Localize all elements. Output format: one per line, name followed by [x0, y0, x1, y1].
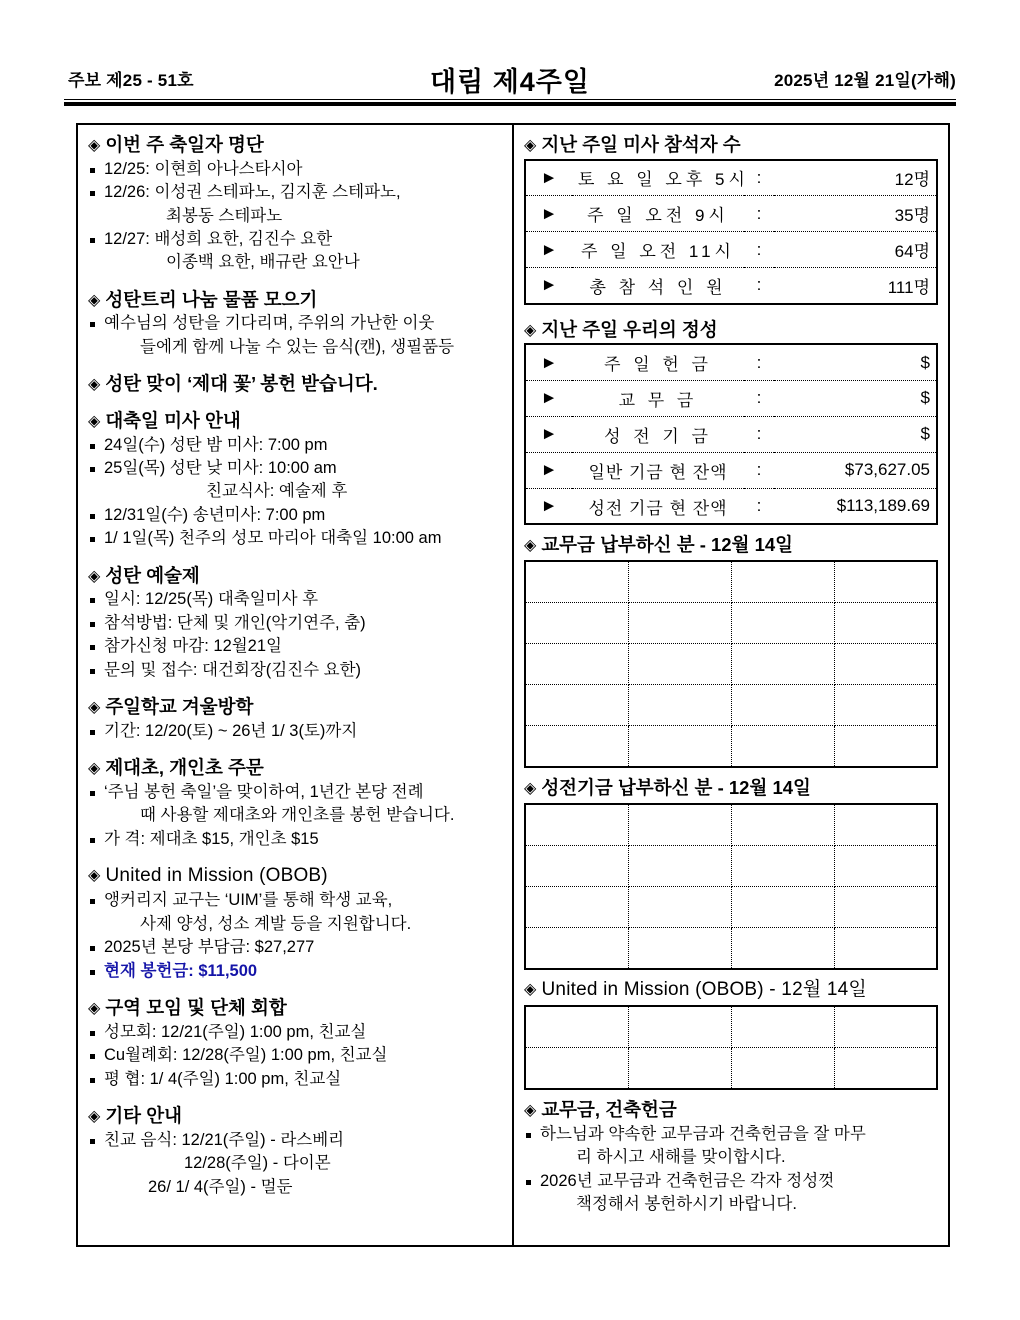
list-item-text: Cu월례회: 12/28(주일) 1:00 pm, 친교실 [104, 1046, 388, 1065]
section-building-fund-payers [524, 776, 938, 970]
section-title-text: 기타 안내 [105, 1105, 182, 1127]
list-item [88, 1176, 502, 1199]
section-spacer [88, 745, 502, 756]
section-item-list [88, 312, 502, 359]
row-label: 주 일 헌 금 [604, 355, 712, 375]
grid-cell[interactable] [731, 886, 834, 927]
list-item [88, 659, 502, 682]
page-title: 대림 제4주일 [430, 67, 590, 97]
list-item-text: 기간: 12/20(토) ~ 26년 1/ 3(토)까지 [104, 721, 358, 740]
row-value: 35명 [774, 196, 937, 232]
list-item [88, 936, 502, 959]
list-item-text: 24일(수) 성탄 밤 미사: 7:00 pm [104, 435, 328, 454]
diamond-bullet-icon: ◈ [524, 780, 537, 798]
section-spacer [88, 361, 502, 372]
section-title-text: 대축일 미사 안내 [105, 409, 241, 431]
grid-row [525, 1048, 937, 1090]
section-spacer [88, 277, 502, 288]
list-item [88, 457, 502, 480]
bulletin-number: 주보 제25 - 51호 [68, 71, 194, 90]
list-item-text: 문의 및 접수: 대건회장(김진수 요한) [104, 660, 362, 679]
list-item-text: 2026년 교무금과 건축헌금은 각자 정성껏 [540, 1171, 835, 1190]
row-marker-icon: ► [525, 488, 572, 524]
section-spacer [88, 398, 502, 409]
grid-cell[interactable] [525, 927, 628, 969]
grid-cell[interactable] [731, 804, 834, 846]
section-attendance [524, 133, 938, 305]
list-item-text: 현재 봉헌금: $11,500 [104, 961, 258, 980]
grid-cell[interactable] [525, 603, 628, 644]
list-item-text: 12/28(주일) - 다이몬 [184, 1154, 331, 1173]
list-item [88, 251, 502, 274]
section-item-list [88, 889, 502, 983]
grid-row [525, 644, 937, 685]
list-item-text: 하느님과 약속한 교무금과 건축헌금을 잘 마무 [540, 1124, 866, 1143]
diamond-bullet-icon: ◈ [524, 321, 537, 339]
row-label: 일반 기금 현 잔액 [572, 452, 744, 488]
grid-cell[interactable] [834, 1048, 937, 1090]
list-item-text: 일시: 12/25(목) 대축일미사 후 [104, 590, 319, 609]
list-item [88, 804, 502, 827]
diamond-bullet-icon: ◈ [88, 1108, 101, 1126]
grid-cell[interactable] [628, 1048, 731, 1090]
table-row [525, 344, 937, 380]
list-item-text: 12/25: 이현희 아나스타시아 [104, 159, 303, 178]
row-value: $ [920, 352, 930, 372]
list-item-text: 2025년 본당 부담금: $27,277 [104, 938, 315, 957]
list-item [88, 434, 502, 457]
section-spacer [88, 1093, 502, 1104]
grid-cell[interactable] [834, 1006, 937, 1048]
section-title-text: 교무금, 건축헌금 [541, 1099, 677, 1120]
diamond-bullet-icon: ◈ [524, 1102, 537, 1119]
diamond-bullet-icon: ◈ [88, 567, 101, 585]
list-item [524, 1123, 938, 1146]
list-item-text: ‘주님 봉헌 축일’을 맞이하여, 1년간 본당 전례 [104, 782, 424, 801]
list-item [524, 1193, 938, 1216]
list-item [88, 913, 502, 936]
row-label: 토 요 일 오후 5시 [578, 170, 749, 190]
section-spacer [88, 985, 502, 996]
grid-row [525, 561, 937, 603]
list-item [88, 889, 502, 912]
grid-cell[interactable] [834, 845, 937, 886]
grid-cell[interactable] [834, 726, 937, 768]
section-item-list [88, 434, 502, 551]
row-value: 64명 [774, 232, 937, 268]
section-heading-attendance [524, 133, 938, 157]
section-heading-offering [524, 318, 938, 342]
table-row [525, 452, 937, 488]
section-spacer [524, 307, 938, 318]
section-title-text: 구역 모임 및 단체 회합 [105, 997, 287, 1019]
row-colon: : [756, 167, 762, 187]
row-colon: : [756, 352, 762, 372]
offering-table [524, 343, 938, 525]
grid-cell[interactable] [525, 804, 628, 846]
row-value: $ [774, 416, 937, 452]
row-label: 주 일 오전 9시 [572, 196, 744, 232]
section-heading-closing-notes [524, 1098, 938, 1122]
section-title-text: United in Mission (OBOB) [105, 865, 328, 887]
section-solemnity-mass-info [88, 409, 502, 551]
grid-cell[interactable] [834, 561, 937, 603]
grid-cell[interactable] [628, 804, 731, 846]
list-item-text: 앵커리지 교구는 ‘UIM’를 통해 학생 교육, [104, 891, 393, 910]
diamond-bullet-icon: ◈ [88, 760, 101, 778]
list-item-text: 이종백 요한, 배규란 요안나 [166, 253, 360, 272]
section-heading-united-in-mission [88, 864, 502, 888]
grid-cell[interactable] [525, 726, 628, 768]
row-value: 111명 [774, 268, 937, 304]
row-colon: : [744, 452, 774, 488]
list-item-text: 25일(목) 성탄 낮 미사: 10:00 am [104, 459, 337, 478]
diamond-bullet-icon: ◈ [524, 537, 537, 555]
grid-cell[interactable] [731, 561, 834, 603]
row-colon: : [744, 380, 774, 416]
list-item [88, 312, 502, 335]
list-item [88, 960, 502, 983]
list-item-text: 리 하시고 새해를 맞이합시다. [576, 1148, 786, 1167]
list-item-text: 26/ 1/ 4(주일) - 멀둔 [148, 1177, 293, 1196]
grid-cell[interactable] [731, 927, 834, 969]
section-heading-sunday-school-winter-break [88, 695, 502, 719]
section-birthday-list [88, 133, 502, 275]
row-marker-icon: ► [540, 167, 558, 187]
row-marker-icon: ► [525, 232, 572, 268]
list-item-text: 1/ 1일(목) 천주의 성모 마리아 대축일 10:00 am [104, 529, 442, 548]
list-item-text: 12/27: 배성희 요한, 김진수 요한 [104, 229, 333, 248]
grid-cell[interactable] [525, 1048, 628, 1090]
section-sunday-school-winter-break [88, 695, 502, 743]
list-item-text: 12/26: 이성권 스테파노, 김지훈 스테파노, [104, 183, 401, 202]
list-item [88, 1129, 502, 1152]
bulletin-body-frame [76, 123, 950, 1247]
grid-cell[interactable] [731, 1048, 834, 1090]
grid-row [525, 603, 937, 644]
grid-cell[interactable] [628, 644, 731, 685]
grid-cell[interactable] [731, 1006, 834, 1048]
row-value: 12명 [894, 170, 930, 190]
list-item [88, 336, 502, 359]
list-item-text: 예수님의 성탄을 기다리며, 주위의 가난한 이웃 [104, 314, 435, 333]
list-item [524, 1170, 938, 1193]
list-item [88, 635, 502, 658]
right-column [514, 125, 948, 1245]
table-row [525, 416, 937, 452]
grid-cell[interactable] [525, 886, 628, 927]
list-item [88, 612, 502, 635]
grid-row [525, 845, 937, 886]
section-heading-parish-dues-payers [524, 533, 938, 557]
section-title-text: 지난 주일 미사 참석자 수 [541, 134, 741, 155]
section-united-in-mission [88, 864, 502, 983]
list-item [88, 828, 502, 851]
section-heading-candle-order [88, 756, 502, 780]
grid-cell[interactable] [525, 685, 628, 726]
section-title-text: 성탄트리 나눔 물품 모으기 [105, 288, 318, 310]
grid-cell[interactable] [628, 845, 731, 886]
grid-row [525, 886, 937, 927]
list-item-text: 평 협: 1/ 4(주일) 1:00 pm, 친교실 [104, 1069, 342, 1088]
table-row [525, 232, 937, 268]
row-marker-icon: ► [540, 352, 558, 372]
grid-cell[interactable] [628, 886, 731, 927]
section-parish-dues-payers [524, 533, 938, 768]
section-heading-christmas-tree-collection [88, 288, 502, 312]
grid-cell[interactable] [834, 886, 937, 927]
grid-cell[interactable] [731, 603, 834, 644]
row-marker-icon: ► [525, 380, 572, 416]
left-column [78, 125, 514, 1245]
grid-row [525, 726, 937, 768]
row-marker-icon: ► [525, 196, 572, 232]
section-title-text: United in Mission (OBOB) - 12월 14일 [541, 978, 867, 1000]
list-item-text: 참석방법: 단체 및 개인(악기연주, 춤) [104, 613, 366, 632]
table-row [525, 268, 937, 304]
grid-cell[interactable] [525, 1006, 628, 1048]
section-heading-christmas-arts-festival [88, 564, 502, 588]
list-item-text: 참가신청 마감: 12월21일 [104, 637, 282, 656]
section-item-list [88, 720, 502, 743]
grid-row [525, 927, 937, 969]
list-item [88, 1152, 502, 1175]
section-spacer [88, 553, 502, 564]
section-heading-other-notices [88, 1104, 502, 1128]
grid-cell[interactable] [525, 845, 628, 886]
row-value: $113,189.69 [774, 488, 937, 524]
row-label: 성 전 기 금 [572, 416, 744, 452]
grid-cell[interactable] [525, 644, 628, 685]
bulletin-date: 2025년 12월 21일(가해) [774, 71, 956, 90]
diamond-bullet-icon: ◈ [524, 980, 537, 998]
list-item [88, 504, 502, 527]
section-title-text: 성탄 예술제 [105, 564, 200, 586]
grid-cell[interactable] [525, 561, 628, 603]
grid-row [525, 804, 937, 846]
diamond-bullet-icon: ◈ [88, 699, 101, 717]
row-value: $73,627.05 [774, 452, 937, 488]
grid-cell[interactable] [628, 1006, 731, 1048]
table-row [525, 380, 937, 416]
list-item [88, 527, 502, 550]
grid-cell[interactable] [731, 845, 834, 886]
grid-cell[interactable] [628, 726, 731, 768]
diamond-bullet-icon: ◈ [88, 867, 101, 885]
row-label: 총 참 석 인 원 [572, 268, 744, 304]
attendance-table [524, 159, 938, 305]
diamond-bullet-icon: ◈ [88, 376, 101, 394]
section-item-list [524, 1123, 938, 1217]
list-item [88, 1021, 502, 1044]
section-other-notices [88, 1104, 502, 1199]
grid-cell[interactable] [628, 603, 731, 644]
list-item-text: 최봉동 스테파노 [166, 206, 283, 225]
list-item-text: 책정해서 봉헌하시기 바랍니다. [576, 1194, 797, 1213]
section-altar-flower-offering [88, 372, 502, 396]
list-item-text: 들에게 함께 나눌 수 있는 음식(캔), 생필품등 [140, 337, 455, 356]
row-marker-icon: ► [525, 268, 572, 304]
row-colon: : [744, 488, 774, 524]
list-item-text: 가 격: 제대초 $15, 개인초 $15 [104, 829, 319, 848]
section-title-text: 이번 주 축일자 명단 [105, 134, 264, 155]
list-item [524, 1146, 938, 1169]
section-heading-birthday-list [88, 133, 502, 157]
list-item [88, 480, 502, 503]
section-title-text: 교무금 납부하신 분 - 12월 14일 [541, 534, 794, 556]
section-title-text: 성탄 맞이 ‘제대 꽃’ 봉헌 받습니다. [105, 373, 378, 395]
grid-cell[interactable] [834, 804, 937, 846]
list-item [88, 1068, 502, 1091]
list-item [88, 181, 502, 204]
section-item-list [88, 588, 502, 682]
table-row [525, 488, 937, 524]
empty-grid-obob-payers [524, 1005, 938, 1090]
row-label: 교 무 금 [572, 380, 744, 416]
row-value: $ [774, 380, 937, 416]
empty-grid-building-fund-payers [524, 803, 938, 970]
row-colon: : [744, 196, 774, 232]
header-rule-thick [64, 102, 956, 106]
section-spacer [88, 853, 502, 864]
section-district-group-meetings [88, 996, 502, 1091]
list-item [88, 228, 502, 251]
list-item [88, 1044, 502, 1067]
section-item-list [88, 158, 502, 275]
row-label: 주 일 오전 11시 [572, 232, 744, 268]
row-colon: : [744, 268, 774, 304]
section-heading-obob-payers [524, 978, 938, 1002]
section-title-text: 지난 주일 우리의 정성 [541, 318, 718, 340]
diamond-bullet-icon: ◈ [524, 137, 537, 154]
section-item-list [88, 781, 502, 851]
section-heading-building-fund-payers [524, 776, 938, 800]
empty-grid-parish-dues-payers [524, 560, 938, 768]
section-spacer [88, 684, 502, 695]
grid-cell[interactable] [834, 644, 937, 685]
row-colon: : [744, 232, 774, 268]
section-item-list [88, 1021, 502, 1091]
section-title-text: 제대초, 개인초 주문 [105, 757, 264, 779]
row-marker-icon: ► [525, 416, 572, 452]
section-heading-altar-flower-offering [88, 372, 502, 396]
grid-cell[interactable] [731, 644, 834, 685]
list-item-text: 때 사용할 제대초와 개인초를 봉헌 받습니다. [140, 806, 455, 825]
grid-row [525, 685, 937, 726]
section-heading-solemnity-mass-info [88, 409, 502, 433]
section-candle-order [88, 756, 502, 851]
header-rule-thin [64, 99, 956, 100]
list-item [88, 205, 502, 228]
list-item-text: 사제 양성, 성소 계발 등을 지원합니다. [140, 914, 412, 933]
row-colon: : [744, 416, 774, 452]
masthead [64, 60, 956, 98]
list-item [88, 781, 502, 804]
row-marker-icon: ► [525, 452, 572, 488]
grid-cell[interactable] [834, 603, 937, 644]
list-item [88, 588, 502, 611]
grid-row [525, 1006, 937, 1048]
grid-cell[interactable] [834, 685, 937, 726]
grid-cell[interactable] [628, 561, 731, 603]
table-row [525, 160, 937, 196]
grid-cell[interactable] [628, 685, 731, 726]
section-title-text: 주일학교 겨울방학 [105, 696, 254, 718]
grid-cell[interactable] [834, 927, 937, 969]
section-heading-district-group-meetings [88, 996, 502, 1020]
grid-cell[interactable] [731, 685, 834, 726]
section-christmas-tree-collection [88, 288, 502, 360]
diamond-bullet-icon: ◈ [88, 1000, 101, 1018]
section-closing-notes [524, 1098, 938, 1216]
list-item-text: 친교 음식: 12/21(주일) - 라스베리 [104, 1130, 345, 1149]
grid-cell[interactable] [731, 726, 834, 768]
section-title-text: 성전기금 납부하신 분 - 12월 14일 [541, 777, 811, 799]
section-obob-payers [524, 978, 938, 1090]
list-item [88, 720, 502, 743]
list-item [88, 158, 502, 181]
diamond-bullet-icon: ◈ [88, 412, 101, 430]
section-item-list [88, 1129, 502, 1199]
diamond-bullet-icon: ◈ [88, 137, 101, 154]
list-item-text: 성모회: 12/21(주일) 1:00 pm, 친교실 [104, 1022, 367, 1041]
row-label: 성전 기금 현 잔액 [572, 488, 744, 524]
list-item-text: 12/31일(수) 송년미사: 7:00 pm [104, 505, 326, 524]
list-item-text: 친교식사: 예술제 후 [206, 482, 348, 501]
section-offering [524, 318, 938, 526]
grid-cell[interactable] [628, 927, 731, 969]
diamond-bullet-icon: ◈ [88, 291, 101, 309]
section-christmas-arts-festival [88, 564, 502, 682]
table-row [525, 196, 937, 232]
